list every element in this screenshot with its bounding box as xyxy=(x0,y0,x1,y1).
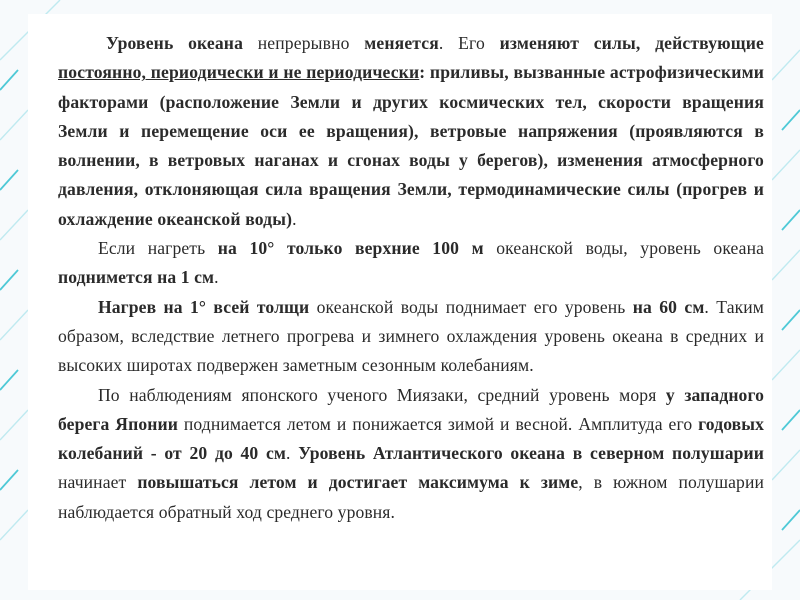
p2-bold-2: поднимется на 1 см xyxy=(58,267,215,288)
p4-bold-1: у западного берега Японии xyxy=(58,384,764,434)
p1-text-3: , действующие xyxy=(635,33,764,53)
p2-period: . xyxy=(214,267,219,288)
p1-text-1: непрерывно xyxy=(243,33,365,53)
p4-text-1: По наблюдениям японского ученого Миязаки, средний уровень моря xyxy=(98,384,666,405)
p4-bold-4: повышаться летом и достигает максимума к зиме xyxy=(137,472,579,493)
p1-text-4: : приливы, вызванные астрофизическими факторами (расположение Земли и других космических тел, скорости вращения Земли и перемещение оси ее вращения), ветровые напряжения (проявляются в волнении, в ветровых наганах и сгонах воды у берегов), изменения атмосферного давления, отклоняющая сила вращения Земли, термодинамические силы (прогрев и охлаждение океанской воды) xyxy=(58,62,764,229)
p1-text-2: . Его xyxy=(438,33,500,53)
p1-period: . xyxy=(292,208,297,229)
paragraph-2 xyxy=(58,234,764,293)
p1-underlined-text: постоянно, периодически и не периодически xyxy=(58,62,420,83)
p2-text-1: Если нагреть xyxy=(98,238,218,259)
p1-keyword-changes: меняется xyxy=(364,33,439,53)
p2-text-2: океанской воды, уровень океана xyxy=(483,238,764,259)
p3-bold-1: Нагрев на 1° всей толщи xyxy=(98,296,310,317)
p2-bold-1: на 10° только верхние 100 м xyxy=(217,238,484,259)
slide xyxy=(28,14,772,590)
p4-text-4: начинает xyxy=(58,472,138,493)
p3-bold-2: на 60 см xyxy=(632,296,705,317)
paragraph-3 xyxy=(58,293,764,381)
p3-text-2: . Таким образом, вследствие летнего прогрева и зимнего охлаждения уровень океана в средних и высоких широтах подвержен заметным сезонным колебаниям. xyxy=(58,296,765,376)
p4-bold-2: годовых колебаний - от 20 до 40 см xyxy=(58,413,764,464)
body-text xyxy=(58,29,764,527)
p4-text-5: , в южном полушарии наблюдается обратный ход среднего уровня. xyxy=(58,472,764,522)
paragraph-4 xyxy=(58,381,764,527)
p1-keyword-forces: изменяют силы xyxy=(499,33,636,53)
p4-bold-3: Уровень Атлантического океана в северном полушарии xyxy=(298,443,765,464)
p4-text-2: поднимается летом и понижается зимой и весной. Амплитуда его xyxy=(177,413,699,434)
p1-term: Уровень океана xyxy=(106,33,244,53)
p3-text-1: океанской воды поднимает его уровень xyxy=(309,296,633,317)
p4-text-3: . xyxy=(286,443,299,464)
paragraph-1 xyxy=(58,29,764,234)
